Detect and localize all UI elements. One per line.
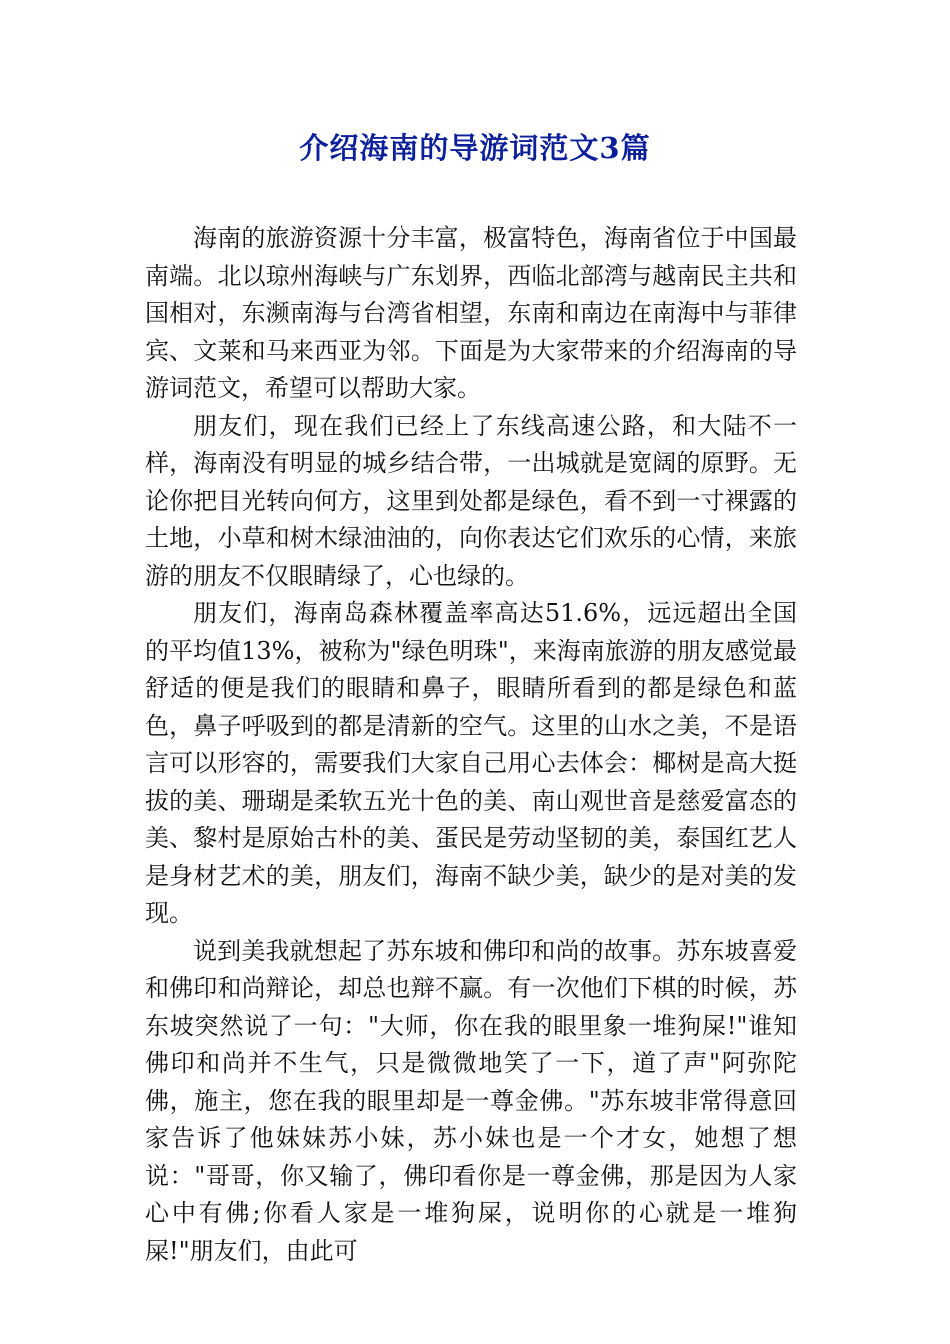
paragraph: 海南的旅游资源十分丰富，极富特色，海南省位于中国最南端。北以琼州海峡与广东划界，西临北部湾与越南民主共和国相对，东濒南海与台湾省相望，东南和南边在南海中与菲律宾、文莱和马来西亚为邻。下面是为大家带来的介绍海南的导游词范文，希望可以帮助大家。 bbox=[145, 224, 797, 402]
paragraph: 朋友们，海南岛森林覆盖率高达51.6%，远远超出全国的平均值13%，被称为"绿色明珠"，来海南旅游的朋友感觉最舒适的便是我们的眼睛和鼻子，眼睛所看到的都是绿色和蓝色，鼻子呼吸到的都是清新的空气。这里的山水之美，不是语言可以形容的，需要我们大家自己用心去体会：椰树是高大挺拔的美、珊瑚是柔软五光十色的美、南山观世音是慈爱富态的美、黎村是原始古朴的美、蛋民是劳动坚韧的美，泰国红艺人是身材艺术的美，朋友们，海南不缺少美，缺少的是对美的发现。 bbox=[145, 599, 797, 927]
paragraph: 朋友们，现在我们已经上了东线高速公路，和大陆不一样，海南没有明显的城乡结合带，一出城就是宽阔的原野。无论你把目光转向何方，这里到处都是绿色，看不到一寸裸露的土地，小草和树木绿油油的，向你表达它们欢乐的心情，来旅游的朋友不仅眼睛绿了，心也绿的。 bbox=[145, 411, 797, 590]
paragraph: 说到美我就想起了苏东坡和佛印和尚的故事。苏东坡喜爱和佛印和尚辩论，却总也辩不赢。有一次他们下棋的时候，苏东坡突然说了一句："大师，你在我的眼里象一堆狗屎!"谁知佛印和尚并不生气，只是微微地笑了一下，道了声"阿弥陀佛，施主，您在我的眼里却是一尊金佛。"苏东坡非常得意回家告诉了他妹妹苏小妹，苏小妹也是一个才女，她想了想说："哥哥，你又输了，佛印看你是一尊金佛，那是因为人家心中有佛;你看人家是一堆狗屎，说明你的心就是一堆狗屎!"朋友们，由此可 bbox=[145, 936, 797, 1265]
document-title: 介绍海南的导游词范文3篇 bbox=[299, 131, 651, 165]
document-body bbox=[145, 220, 797, 1270]
